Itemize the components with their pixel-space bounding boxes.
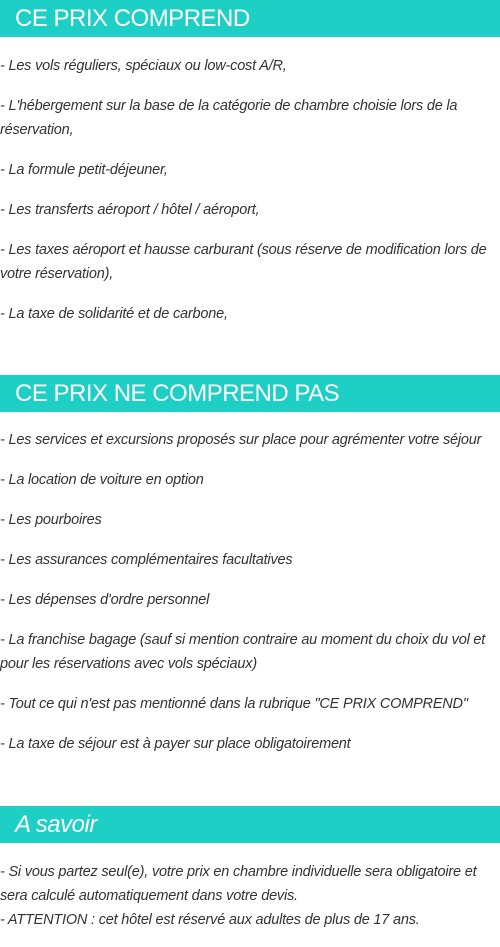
section-header-not-included bbox=[0, 375, 500, 412]
section-title-not-included: CE PRIX NE COMPREND PAS bbox=[15, 380, 340, 407]
list-item: - ATTENTION : cet hôtel est réservé aux adultes de plus de 17 ans. bbox=[0, 912, 420, 928]
info-list bbox=[0, 860, 500, 932]
section-title-info: A savoir bbox=[15, 811, 97, 838]
list-item: - La location de voiture en option bbox=[0, 472, 204, 488]
section-header-included bbox=[0, 0, 500, 37]
list-item: - L'hébergement sur la base de la catégorie de chambre choisie lors de la réservation, bbox=[0, 98, 458, 138]
section-title-included: CE PRIX COMPREND bbox=[15, 5, 250, 32]
list-item: - Les services et excursions proposés sur place pour agrémenter votre séjour bbox=[0, 432, 482, 448]
list-item: - Les taxes aéroport et hausse carburant (sous réserve de modification lors de votre réservation), bbox=[0, 242, 487, 282]
list-item: - Les dépenses d'ordre personnel bbox=[0, 592, 210, 608]
included-list bbox=[0, 54, 500, 342]
list-item: - La taxe de solidarité et de carbone, bbox=[0, 306, 228, 322]
list-item: - Les vols réguliers, spéciaux ou low-cost A/R, bbox=[0, 58, 287, 74]
list-item: - Les pourboires bbox=[0, 512, 102, 528]
list-item: - La taxe de séjour est à payer sur place obligatoirement bbox=[0, 736, 351, 752]
list-item: - Si vous partez seul(e), votre prix en chambre individuelle sera obligatoire et sera calculé automatiquement dans votre devis. bbox=[0, 864, 477, 904]
list-item: - La franchise bagage (sauf si mention contraire au moment du choix du vol et pour les réservations avec vols spéciaux) bbox=[0, 632, 486, 672]
list-item: - Les assurances complémentaires facultatives bbox=[0, 552, 293, 568]
list-item: - Les transferts aéroport / hôtel / aéroport, bbox=[0, 202, 260, 218]
list-item: - La formule petit-déjeuner, bbox=[0, 162, 168, 178]
list-item: - Tout ce qui n'est pas mentionné dans la rubrique "CE PRIX COMPREND" bbox=[0, 696, 468, 712]
not-included-list bbox=[0, 428, 500, 772]
section-header-info bbox=[0, 806, 500, 843]
